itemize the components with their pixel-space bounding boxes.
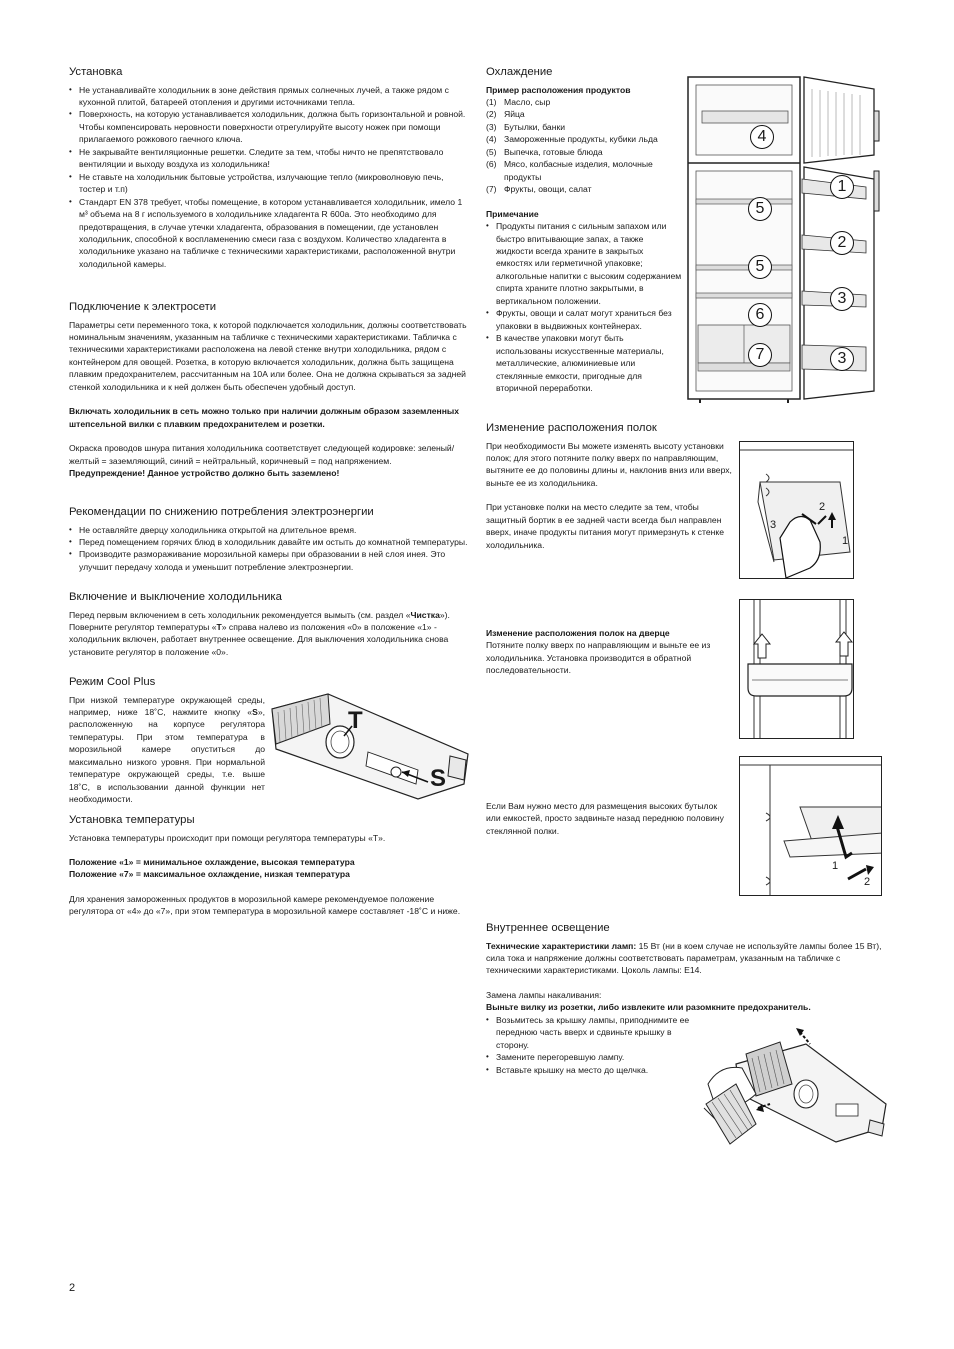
onoff-title: Включение и выключение холодильника bbox=[69, 591, 282, 603]
section-install bbox=[69, 66, 469, 270]
cooling-title: Охлаждение bbox=[486, 66, 553, 78]
cooling-subtitle: Пример расположения продуктов bbox=[486, 84, 631, 95]
lamp-replacement-figure bbox=[696, 1024, 890, 1154]
step-label: 2 bbox=[864, 876, 871, 888]
section-power bbox=[69, 301, 469, 480]
power-warning: Включать холодильник в сеть можно только при наличии должным образом заземленных штепсельной вилки с плавким предохранителем и розетки. bbox=[69, 406, 460, 429]
notes-list bbox=[486, 220, 682, 394]
temperature-title: Установка температуры bbox=[69, 814, 195, 826]
half-shelf-illustration bbox=[740, 757, 882, 896]
fridge-marker-6: 6 bbox=[748, 303, 772, 327]
freezer-recommendation: Для хранения замороженных продуктов в морозильной камере рекомендуемое положение регулятора от «4» до «7», при этом температура в морозильной камере составляет -18˚C и ниже. bbox=[69, 893, 461, 917]
list-item: (7) Фрукты, овощи, салат bbox=[486, 184, 592, 195]
lamp-replacement-illustration bbox=[696, 1024, 890, 1154]
list-item: • Не устанавливайте холодильник в зоне действия прямых солнечных лучей, а также рядом с кухонной плитой, батареей отопления и другими источниками тепла. bbox=[69, 84, 469, 109]
door-shelves-paragraph: Потяните полку вверх по направляющим и выньте ее из холодильника. Установка производится в обратной последовательности. bbox=[486, 640, 711, 676]
section-energy bbox=[69, 506, 469, 573]
onoff-paragraph: Перед первым включением в сеть холодильник рекомендуется вымыть (см. раздел «Чистка»). Поверните регулятор температуры «T» справа налево из положения «0» в положение «1» - холодильник включен, работает внутреннее освещение. Для выключения холодильника снова установите регулятор в положение «0». bbox=[69, 609, 450, 657]
step-label: 3 bbox=[770, 519, 777, 531]
control-panel-figure bbox=[268, 684, 478, 804]
temperature-regulator-label: T bbox=[348, 707, 363, 734]
energy-list bbox=[69, 524, 469, 574]
section-cooling bbox=[486, 66, 682, 394]
fridge-marker-3: 3 bbox=[830, 347, 854, 371]
coolplus-button-label: S bbox=[430, 765, 447, 792]
step-label: 2 bbox=[819, 501, 826, 513]
section-coolplus bbox=[69, 676, 265, 806]
fridge-marker-2: 2 bbox=[830, 231, 854, 255]
shelves-title: Изменение расположения полок bbox=[486, 422, 657, 434]
section-tall-bottles bbox=[486, 800, 732, 837]
list-item: • Не закрывайте вентиляционные решетки. Следите за тем, чтобы ничто не препятствовало вентиляции и выходу воздуха из холодильника! bbox=[69, 146, 469, 171]
list-item: (1) Масло, сыр bbox=[486, 97, 551, 107]
shelves-paragraph-2: При установке полки на место следите за тем, чтобы защитный бортик в ее задней части всегда был направлен вверх, иначе продукты питания могут примерзнуть к стенке холодильника. bbox=[486, 502, 724, 550]
lamp-replace-warning: Выньте вилку из розетки, либо извлеките или разомкните предохранитель. bbox=[486, 1002, 811, 1013]
list-item: (2) Яйца bbox=[486, 109, 525, 120]
position-7: Положение «7» = максимальное охлаждение, низкая температура bbox=[69, 869, 350, 880]
fridge-marker-3: 3 bbox=[830, 287, 854, 311]
list-item: • Поверхность, на которую устанавливается холодильник, должна быть горизонтальной и ровной. Чтобы компенсировать неровности поверхности отрегулируйте высоту ножек при помощи прилагаемого рожкового гаечного ключа. bbox=[69, 108, 469, 145]
tall-bottles-paragraph: Если Вам нужно место для размещения высоких бутылок или емкостей, просто задвиньте назад переднюю половину стеклянной полки. bbox=[486, 801, 724, 836]
power-title: Подключение к электросети bbox=[69, 301, 217, 313]
list-item: • Стандарт EN 378 требует, чтобы помещение, в котором устанавливается холодильник, имело 1 м³ объема на 8 г используемого в холодильнике хладагента R 600a. Это необходимо для предотвращения, в случае утечки хладагента, образования в помещении, где установлен холодильник, способной к воспламенению смеси газа с воздухом. Количество хладагента в холодильнике указано на табличке с техническими характеристиками, расположенной внутри холодильной камеры. bbox=[69, 196, 469, 271]
list-item: • Не ставьте на холодильник бытовые устройства, излучающие тепло (микроволновую печь, тостер и т.п) bbox=[69, 171, 469, 196]
list-item: • Производите размораживание морозильной камеры при образовании в ней слоя инея. Это улучшит передачу холода и уменьшит потребление электроэнергии. bbox=[69, 548, 469, 573]
control-panel-illustration bbox=[268, 684, 478, 804]
light-title: Внутреннее освещение bbox=[486, 922, 610, 934]
fridge-marker-1: 1 bbox=[830, 175, 854, 199]
step-label: 1 bbox=[842, 535, 849, 547]
ground-warning: Предупреждение! Данное устройство должно быть заземлено! bbox=[69, 468, 340, 479]
lamp-specs: Технические характеристики ламп: 15 Вт (ни в коем случае не используйте лампы более 15 Вт), сила тока и напряжение должны соответствовать параметрам, указанным на табличке с техническими характеристиками. Цоколь лампы: E14. bbox=[486, 940, 882, 976]
fridge-illustration bbox=[684, 75, 890, 405]
section-temperature bbox=[69, 814, 469, 918]
list-item: • Вставьте крышку на место до щелчка. bbox=[486, 1064, 692, 1076]
fridge-layout-figure bbox=[684, 75, 890, 405]
position-1: Положение «1» = минимальное охлаждение, высокая температура bbox=[69, 857, 355, 867]
list-item: • Фрукты, овощи и салат могут храниться без упаковки в выдвижных контейнерах. bbox=[486, 307, 682, 332]
list-item: • Замените перегоревшую лампу. bbox=[486, 1051, 692, 1063]
shelf-removal-illustration bbox=[740, 442, 854, 579]
list-item: (5) Выпечка, готовые блюда bbox=[486, 146, 603, 157]
list-item: • Перед помещением горячих блюд в холодильник давайте им остыть до комнатной температуры. bbox=[69, 536, 469, 548]
products-list bbox=[486, 96, 682, 196]
door-shelf-figure bbox=[739, 599, 854, 739]
fridge-marker-5: 5 bbox=[748, 255, 772, 279]
list-item: • Не оставляйте дверцу холодильника открытой на длительное время. bbox=[69, 524, 469, 536]
install-list bbox=[69, 84, 469, 271]
lamp-replace-title: Замена лампы накаливания: bbox=[486, 989, 602, 1000]
wire-colors: Окраска проводов шнура питания холодильника соответствует следующей кодировке: зеленый/желтый = заземляющий, синий = нейтральный, коричневый = под напряжением. bbox=[69, 443, 455, 466]
lamp-steps bbox=[486, 1014, 692, 1076]
fridge-marker-4: 4 bbox=[750, 125, 774, 149]
install-title: Установка bbox=[69, 66, 123, 78]
list-item: • Возьмитесь за крышку лампы, приподнимите ее переднюю часть вверх и сдвиньте крышку в сторону. bbox=[486, 1014, 692, 1051]
list-item: • Продукты питания с сильным запахом или быстро впитывающие запах, а также жидкости всегда храните в закрытых емкостях или герметичной упаковке; алкогольные напитки с высоким содержанием спирта храните плотно закрытыми, в вертикальном положении. bbox=[486, 220, 682, 307]
section-door-shelves bbox=[486, 627, 732, 677]
note-title: Примечание bbox=[486, 208, 539, 219]
fridge-marker-5: 5 bbox=[748, 197, 772, 221]
list-item: (3) Бутылки, банки bbox=[486, 121, 566, 132]
shelf-removal-figure bbox=[739, 441, 854, 579]
step-label: 1 bbox=[832, 860, 839, 872]
coolplus-paragraph: При низкой температуре окружающей среды, например, ниже 18˚C, нажмите кнопку «S», расположенную на корпусе регулятора температуры. При этом температура в морозильной камере опуститься до максимально низкого уровня. При нормальной температуре окружающей среды, т.е. выше 18˚C, в использовании данной функции нет необходимости. bbox=[69, 694, 265, 805]
power-paragraph: Параметры сети переменного тока, к которой подключается холодильник, должны соответствовать номинальным значениям, указанным на табличке с техническими характеристиками. Табличка с техническими характеристиками расположена на левой стенке внутри холодильника, рядом с контейнером для овощей. Розетка, в которую включается холодильник, должна быть защищена плавким предохранителем, рассчитанным на 10А или более. Она не должна скрываться за задней стенкой холодильника и к ней должен быть обеспечен удобный доступ. bbox=[69, 319, 467, 392]
section-onoff bbox=[69, 591, 469, 658]
door-shelves-title: Изменение расположения полок на дверце bbox=[486, 628, 670, 638]
door-shelf-illustration bbox=[740, 600, 854, 739]
coolplus-title: Режим Cool Plus bbox=[69, 676, 156, 688]
list-item: (6) Мясо, колбасные изделия, молочные продукты bbox=[486, 159, 653, 182]
list-item: • В качестве упаковки могут быть использованы искусственные материалы, металлические, алюминиевые или стеклянные емкости, пригодные для вторичной переработки. bbox=[486, 332, 682, 394]
temperature-paragraph: Установка температуры происходит при помощи регулятора температуры «T». bbox=[69, 832, 386, 843]
section-shelves bbox=[486, 422, 732, 551]
fridge-marker-7: 7 bbox=[748, 343, 772, 367]
page-number: 2 bbox=[69, 1282, 76, 1294]
list-item: (4) Замороженные продукты, кубики льда bbox=[486, 134, 658, 145]
energy-title: Рекомендации по снижению потребления электроэнергии bbox=[69, 506, 374, 518]
half-shelf-figure bbox=[739, 756, 882, 896]
shelves-paragraph: При необходимости Вы можете изменять высоту установки полок; для этого потяните полку вверх по направляющим, вытяните ее до половины длины и, наклонив вниз или вверх, выньте ее из холодильника. bbox=[486, 440, 732, 488]
